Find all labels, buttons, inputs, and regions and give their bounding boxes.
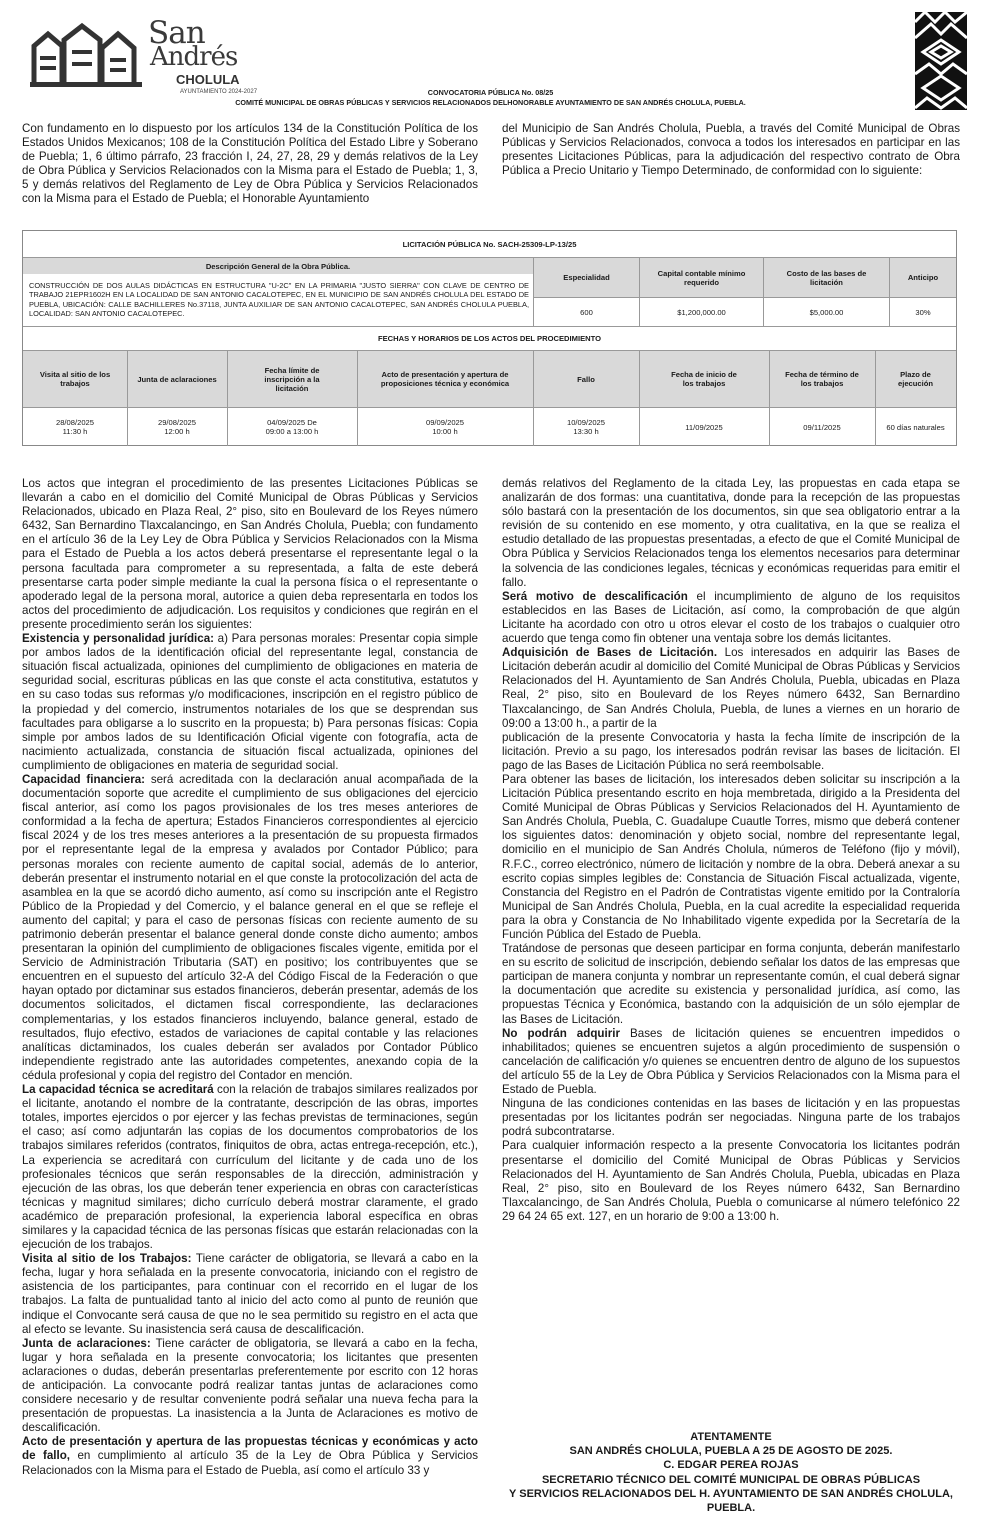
desc-header: Descripción General de la Obra Pública. — [23, 258, 533, 274]
para-adquisicion: Adquisición de Bases de Licitación. Los interesados en adquirir las Bases de Licitación deberán acudir al domicilio del Comité Municipal de Obras Públicas y Servicios Relacionados del H. Ayuntamiento de San Andrés Cholula, Puebla, ubicadas en Plaza Real, 2° piso, sito en Boulevard de los Reyes número 6432, San Bernardino Tlaxcalancingo, de San Andrés Cholula, Puebla, de lunes a viernes en un horario de 09:00 a 13:00 h., a partir de la — [502, 646, 960, 730]
para-descalificacion: Será motivo de descalificación el incumplimiento de alguno de los requisitos establecidos en las Bases de Licitación, así como, la comprobación de que algún Licitante ha acordado con otro u otros elevar el costo de los trabajos o cualquier otro acuerdo que tenga como fin obtener una ventaja sobre los demás licitantes. — [502, 589, 960, 646]
closing-title-1: SECRETARIO TÉCNICO DEL COMITÉ MUNICIPAL DE OBRAS PÚBLICAS — [541, 1473, 921, 1486]
h-plazo: Plazo de ejecución — [875, 351, 956, 407]
h-fallo: Fallo — [533, 351, 639, 407]
v-acto: 09/09/2025 10:00 h — [425, 418, 464, 436]
v-visita: 28/08/2025 11:30 h — [55, 418, 94, 436]
para-informacion: Para cualquier información respecto a la presente Convocatoria los licitantes podrán presentarse el domicilio del Comité Municipal de Obras Públicas y Servicios Relacionados del H. Ayuntamiento de San Andrés Cholula, Puebla, ubicadas en Plaza Real, 2° piso, sito en Boulevard de los Reyes número 6432, San Bernardino Tlaxcalancingo, de San Andrés Cholula, Puebla o comunicarse al número telefónico 22 29 64 24 65 ext. 127, en un horario de 9:00 a 13:00 h. — [502, 1139, 960, 1223]
convocatoria-number: CONVOCATORIA PÚBLICA No. 08/25 — [427, 88, 554, 97]
para-existencia: Existencia y personalidad jurídica: a) Para personas morales: Presentar copia simple por ambos lados de la identificación oficial del representante legal, constancia de situación fiscal actualizada, opiniones del cumplimiento de obligaciones en materia de seguridad social, escrituras públicas en las que conste el acta constitutiva, estatutos y en su caso todas sus reformas y/o modificaciones, inscripción en el registro público de la propiedad y del comercio, instrumentos notariales de los que se desprendan sus facultades para obligarse a lo suscrito en la propuesta; b) Para personas físicas: Copia simple por ambos lados de su Identificación Oficial vigente con fotografía, acta de nacimiento actualizada, constancia de situación fiscal actualizada, opiniones del cumplimiento de obligaciones en materia de seguridad social. — [22, 632, 478, 772]
h-fecha-limite: Fecha límite de inscripción a la licitación — [227, 351, 357, 407]
schedule-title: FECHAS Y HORARIOS DE LOS ACTOS DEL PROCEDIMIENTO — [377, 334, 602, 343]
col-costo: Costo de las bases de licitación — [764, 258, 889, 297]
val-costo: $5,000.00 — [809, 307, 844, 317]
para-negociacion: Ninguna de las condiciones contenidas en las bases de licitación y en las propuestas presentadas por los licitantes podrán ser negociadas. Ninguna parte de los trabajos podrá subcontratarse. — [502, 1097, 960, 1139]
v-plazo: 60 días naturales — [886, 422, 945, 432]
para-conjunta: Tratándose de personas que deseen participar en forma conjunta, deberán manifestarlo en su escrito de solicitud de inscripción, debiendo señalar los datos de las empresas que participan de manera conjunta y nombrar un representante común, el cual deberá signar la documentación que acredite su existencia y personalidad jurídica, así como, las propuestas Técnica y Económica, bastando con la adquisición de un sólo ejemplar de las Bases de Licitación. — [502, 942, 960, 1026]
val-especialidad: 600 — [580, 307, 593, 317]
municipal-logo — [30, 15, 258, 96]
para-visita: Visita al sitio de los Trabajos: Tiene carácter de obligatoria, se llevará a cabo en la fecha, lugar y hora señalada en la presente convocatoria, iniciando con el registro de asistencia de los participantes, para continuar con el recorrido en el lugar de los trabajos. La falta de puntualidad tanto al inicio del acto como al punto de reunión que indique el Convocante será causa de que no le sea permitido su registro en el acta que al efecto se levante. Su inasistencia será causa de descalificación. — [22, 1252, 478, 1336]
para-acto-presentacion: Acto de presentación y apertura de las propuestas técnicas y económicas y acto de fallo, en cumplimiento al artículo 35 de la Ley de Obra Pública y Servicios Relacionados con la Misma para el Estado de Puebla, así como el artículo 33 y — [22, 1435, 478, 1477]
h-termino: Fecha de término de los trabajos — [769, 351, 875, 407]
para-publicacion: publicación de la presente Convocatoria y hasta la fecha límite de inscripción de la licitación. Previo a su pago, los interesados podrán revisar las bases de licitación. El pago de las Bases de Licitación Pública no será reembolsable. — [502, 730, 960, 772]
col-especialidad: Especialidad — [534, 258, 639, 297]
work-description: CONSTRUCCIÓN DE DOS AULAS DIDÁCTICAS EN ESTRUCTURA "U-2C" EN LA PRIMARIA "JUSTO SIERRA" CON CLAVE DE CENTRO DE TRABAJO 21EPR1602H EN LA LOCALIDAD DE SAN ANTONIO CACALOTEPEC, EN EL MUNICIPIO DE SAN ANDRÉS CHOLULA DEL ESTADO DE PUEBLA, UBICACIÓN: CALLE BACHILLERES No.37118, JUNTA AUXILIAR DE SAN ANTONIO CACALOTEPEC, SAN ANDRÉS CHOLULA PUEBLA, LOCALIDAD: SAN ANTONIO CACALOTEPEC. — [29, 281, 529, 319]
logo-buildings-icon — [30, 22, 150, 88]
para-domicilio: Los actos que integran el procedimiento de las presentes Licitaciones Públicas se llevarán a cabo en el domicilio del Comité Municipal de Obras Públicas y Servicios Relacionados, ubicado en Plaza Real, 2° piso, sito en Boulevard de los Reyes número 6432, San Bernardino Tlaxcalancingo, en San Andrés Cholula, Puebla; con fundamento en el artículo 36 de la Ley Ley de Obra Pública y Servicios Relacionados con la Misma para el Estado de Puebla a los actos deberá presentarse el representante legal o la persona facultada para comprometer a su representada, a falta de este deberá presentarse carta poder simple mediante la cual la persona física o el representante o apoderado legal de la persona moral, autorice a quien deba representarla en todos los actos del procedimiento de adjudicación. Los requisitos y condiciones que regirán en el presente procedimiento serán los siguientes: — [22, 477, 478, 631]
para-no-podran: No podrán adquirir Bases de licitación quienes se encuentren impedidos o inhabilitados; quienes se encuentren sujetos a algún procedimiento de suspensión o cancelación de calificación y/o quienes se encuentren dentro de alguno de los supuestos del artículo 55 de la Ley de Obra Pública y Servicios Relacionados con la Misma para el Estado de Puebla. — [502, 1026, 961, 1097]
para-evaluacion: demás relativos del Reglamento de la citada Ley, las propuestas en cada etapa se analizarán de dos formas: una cuantitativa, donde para la recepción de las propuestas sólo bastará con la presentación de los documentos, sin que sea obligatorio entrar a la revisión de su contenido en ese momento, y otra cualitativa, en la que se realiza el estudio detallado de las propuestas presentadas, a efecto de que el Comité Municipal de Obra Pública y Servicios Relacionados tenga los elementos necesarios para determinar la solvencia de las condiciones legales, técnicas y económicas requeridas para emitir el fallo. — [502, 477, 960, 589]
col-anticipo: Anticipo — [890, 258, 956, 297]
closing-date: SAN ANDRÉS CHOLULA, PUEBLA A 25 DE AGOSTO DE 2025. — [569, 1445, 893, 1458]
table-title: LICITACIÓN PÚBLICA No. SACH-25309-LP-13/25 — [402, 239, 577, 249]
bid-table — [22, 230, 957, 446]
logo-text-andres: Andrés — [150, 42, 238, 72]
para-inscripcion: Para obtener las bases de licitación, los interesados deben solicitar su inscripción a la Licitación Pública presentando escrito en hoja membretada, dirigido a la Presidenta del Comité Municipal de Obras Públicas y Servicios Relacionados del H. Ayuntamiento de San Andrés Cholula, Puebla, C. Guadalupe Cuautle Torres, mismo que deberá contener los siguientes datos: denominación y objeto social, nombre del representante legal, domicilio en el municipio de San Andrés Cholula, números de Teléfono (fijo y móvil), R.F.C., correo electrónico, número de licitación y nombre de la obra. Deberá anexar a su escrito copias simples legibles de: Constancia de Situación Fiscal actualizada, vigente, Constancia del Registro en el Padrón de Contratistas vigente emitido por la Contraloría Municipal de San Andrés Cholula, Puebla, en la cual acredite la especialidad requerida para la obra y Constancia de No Inhabilitado vigente expedida por la Secretaría de la Función Pública del Estado de Puebla. — [502, 772, 960, 941]
logo-text-cholula: CHOLULA — [176, 72, 240, 87]
v-fallo: 10/09/2025 13:30 h — [566, 418, 605, 436]
logo-text-ayuntamiento: AYUNTAMIENTO 2024-2027 — [180, 89, 258, 95]
body-right-column — [502, 477, 960, 1224]
col-capital: Capital contable mínimo requerido — [640, 258, 763, 297]
h-acto: Acto de presentación y apertura de proposiciones técnica y económica — [357, 351, 533, 407]
closing-atentamente: ATENTAMENTE — [690, 1431, 772, 1443]
para-capacidad-financiera: Capacidad financiera: será acreditada con la declaración anual acompañada de la documentación soporte que acredite el cumplimiento de sus obligaciones del ejercicio fiscal anterior, así como los pagos provisionales de los tres meses anteriores de conformidad a la fecha de apertura; Estados Financieros correspondientes al ejercicio fiscal 2024 y de los tres meses anteriores a la presentación de su propuesta firmados por el representante legal de la empresa y avalados por Contador Público; para personas morales con reciente aumento de capital social, además de lo anterior, deberán presentar el instrumento notarial en el que conste la protocolización del acta de asamblea en la que se acordó dicho aumento, así como su inscripción ante el Registro Público de la Propiedad y del Comercio, y el balance general en el que se refleje el aumento del capital; y para el caso de personas físicas con reciente aumento de su patrimonio deberán presentar el balance general donde conste dicho aumento; ambos presentaran la opinión del cumplimiento de obligaciones fiscales vigente, emitida por el Servicio de Administración Tributaria (SAT) en positivo; los contribuyentes que se encuentren en el supuesto del artículo 32-A del Código Fiscal de la Federación o que hayan optado por dictaminar sus estados financieros, deberán presentar, además de los documentos solicitados, el dictamen fiscal correspondiente, las declaraciones complementarias, y los estados financieros incluyendo, balance general, estado de resultados, flujo efectivo, estados de variaciones de capital contable y las relaciones analíticas dictaminados, los cuales deberán ser avalados por Contador Público independiente registrado ante las autoridades competentes, anexando copia de la cédula profesional y copia del registro del Contador en mención. — [22, 772, 479, 1082]
v-inicio: 11/09/2025 — [685, 422, 723, 432]
h-inicio: Fecha de inicio de los trabajos — [639, 351, 769, 407]
val-anticipo: 30% — [915, 307, 931, 317]
val-capital: $1,200,000.00 — [677, 307, 726, 317]
para-capacidad-tecnica: La capacidad técnica se acreditará con la relación de trabajos similares realizados por el licitante, anotando el nombre de la contratante, descripción de las obras, importes totales, importes ejercidos o por ejercer y las fechas previstas de terminaciones, según el caso; así como adjuntarán las copias de los documentos comprobatorios de los trabajos similares referidos (contratos, finiquitos de obra, actas entrega-recepción, etc.), La experiencia se acreditará con currículum del licitante y de cada uno de los profesionales técnicos que serán responsables de la dirección, administración y ejecución de las obras, los que deberán tener experiencia en obras con características técnicas y magnitud similares; dicho currículo deberá mostrar claramente, el grado académico de preparación profesional, la experiencia laboral específica en obras similares y la capacidad técnica de las personas físicas que estarán relacionadas con la ejecución de los trabajos. — [22, 1083, 478, 1252]
intro-right-text: del Municipio de San Andrés Cholula, Puebla, a través del Comité Municipal de Obras Públicas y Servicios Relacionados, convoca a todos los interesados en participar en las presentes Licitaciones Públicas, para la adjudicación del respectivo contrato de Obra Pública a Precio Unitario y Tiempo Determinado, de conformidad con lo siguiente: — [502, 122, 960, 178]
body-left-column — [22, 477, 478, 1478]
logo-text-san: San — [148, 15, 205, 51]
intro-left-text: Con fundamento en lo dispuesto por los artículos 134 de la Constitución Política de los Estados Unidos Mexicanos; 108 de la Constitución Política del Estado Libre y Soberano de Puebla; 1, 6 último párrafo, 23 fracción I, 24, 27, 28, 29 y demás relativos de la Ley de Obra Pública y Servicios Relacionados con la Misma para el Estado de Puebla; 1, 3, 5 y demás relativos del Reglamento de Ley de Obra Pública y Servicios Relacionados con la Misma para el Estado de Puebla; el Honorable Ayuntamiento — [22, 122, 478, 206]
closing-title-2: Y SERVICIOS RELACIONADOS DEL H. AYUNTAMIENTO DE SAN ANDRÉS CHOLULA, — [509, 1487, 953, 1500]
closing-signer: C. EDGAR PEREA ROJAS — [663, 1459, 799, 1472]
closing-title-3: PUEBLA. — [706, 1502, 756, 1515]
h-visita: Visita al sitio de los trabajos — [23, 351, 127, 407]
signature-block — [502, 1430, 960, 1515]
v-fecha-limite: 04/09/2025 De 09:00 a 13:00 h — [265, 418, 319, 436]
h-junta: Junta de aclaraciones — [127, 351, 227, 407]
v-junta: 29/08/2025 12:00 h — [157, 418, 196, 436]
v-termino: 09/11/2025 — [803, 422, 841, 432]
para-junta: Junta de aclaraciones: Tiene carácter de obligatoria, se llevará a cabo en la fecha, lugar y hora señalada en la presente convocatoria; los licitantes que presenten aclaraciones o dudas, deberán presentarlas preferentemente por escrito con 12 horas de anticipación. La convocante podrá realizar tantas juntas de aclaraciones como considere necesario y de resultar conveniente podrá señalar una nueva fecha para la presentación de propuestas. La inasistencia a la Junta de Aclaraciones es motivo de descalificación. — [22, 1336, 478, 1435]
committee-title: COMITÉ MUNICIPAL DE OBRAS PÚBLICAS Y SERVICIOS RELACIONADOS DELHONORABLE AYUNTAMIENTO DE SAN ANDRÉS CHOLULA, PUEBLA. — [235, 98, 746, 107]
